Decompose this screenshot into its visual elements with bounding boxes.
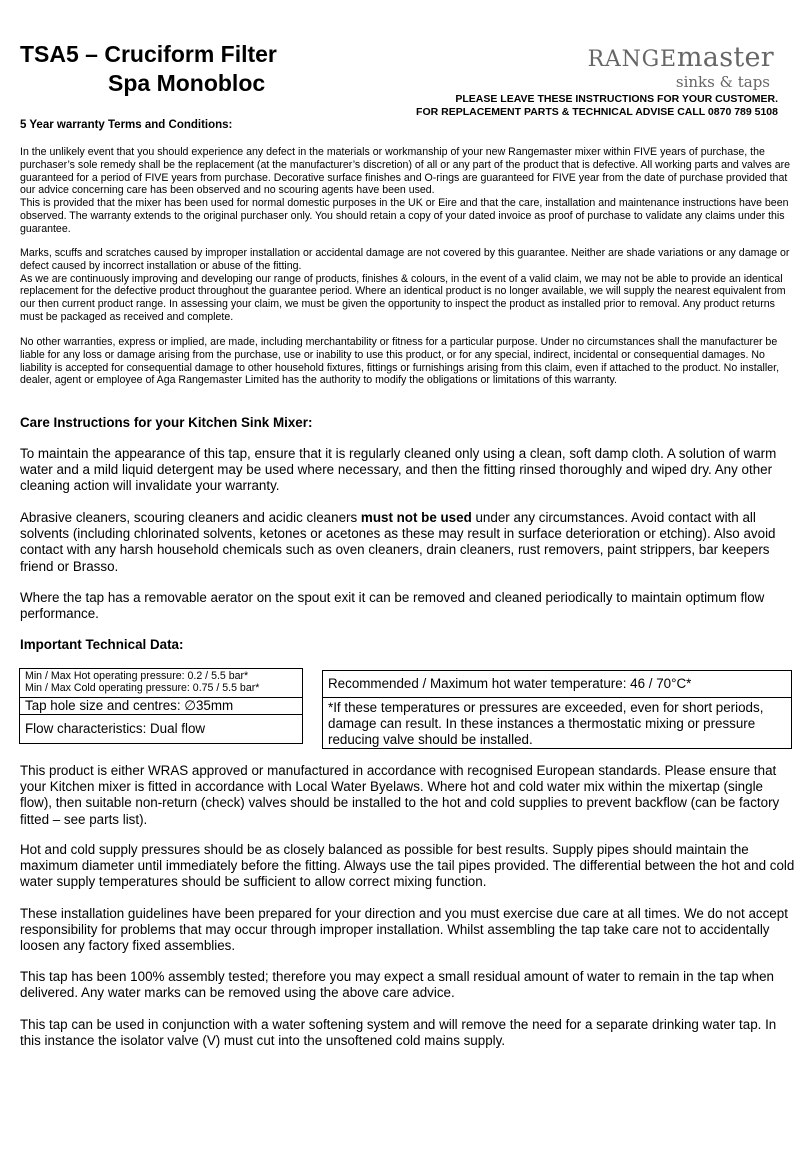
info-paragraph-2: Hot and cold supply pressures should be as closely balanced as possible for best results. Supply pipes should maintain the maximum diameter until immediately before the fitting. Always use the tail pipes provided. The differential between the hot and cold water supply temperatures should be sufficient to allow correct mixing function. [20,842,795,890]
warranty-text: Marks, scuffs and scratches caused by improper installation or accidental damage are not covered by this guarantee. Neither are shade variations or any damage or defect caused by incorrect installation or abuse of the fitting. [20,247,790,272]
temperature-cell: Recommended / Maximum hot water temperature: 46 / 70°C* [323,671,792,698]
hot-pressure: Min / Max Hot operating pressure: 0.2 / 5.5 bar* [25,670,249,683]
pressure-cell [20,669,303,698]
warranty-text: As we are continuously improving and developing our range of products, finishes & colours, in the event of a valid claim, we may not be able to provide an identical replacement for the defective product throughout the guarantee period. Where an identical product is no longer available, we will supply the nearest equivalent from our then current product range. In assessing your claim, we must be given the opportunity to inspect the product as installed prior to removal. Any product returns must be packaged as received and complete. [20,272,786,323]
technical-table-left [19,668,303,744]
warranty-heading: 5 Year warranty Terms and Conditions: [20,119,233,131]
logo-wordmark: RANGEmaster [587,42,774,73]
care-heading: Care Instructions for your Kitchen Sink Mixer: [20,415,313,430]
notice-line-2: FOR REPLACEMENT PARTS & TECHNICAL ADVISE CALL 0870 789 5108 [416,106,778,118]
cold-pressure: Min / Max Cold operating pressure: 0.75 / 5.5 bar* [25,682,260,694]
warranty-text: In the unlikely event that you should experience any defect in the materials or workmanship of your new Rangemaster mixer within FIVE years of purchase, the purchaser’s sole remedy shall be the replacement (at the manufacturer’s discretion) of all or any part of the product that is defective. All working parts and valves are guaranteed for a period of FIVE years from purchase. Decorative surface finishes and O-rings are guaranteed for FIVE year from the date of purchase provided that our advice concerning care has been observed and no scouring agents have been used. [20,146,791,197]
info-paragraph-4: This tap has been 100% assembly tested; therefore you may expect a small residual amount of water to remain in the tap when delivered. Any water marks can be removed using the above care advice. [20,969,775,1001]
info-paragraph-5: This tap can be used in conjunction with a water softening system and will remove the need for a separate drinking water tap. In this instance the isolator valve (V) must cut into the unsoftened cold mains supply. [20,1017,777,1049]
flow-cell: Flow characteristics: Dual flow [20,715,303,744]
notice-line-1: PLEASE LEAVE THESE INSTRUCTIONS FOR YOUR CUSTOMER. [455,93,778,105]
warranty-paragraph-1 [20,146,792,236]
rangemaster-logo [578,44,774,90]
must-not-be-used-emphasis: must not be used [360,510,472,525]
technical-table-right [322,670,792,749]
customer-notice [416,93,778,119]
temperature-note-cell: *If these temperatures or pressures are exceeded, even for short periods, damage can result. In these instances a thermostatic mixing or pressure reducing valve should be installed. [323,698,792,749]
title-line-1: TSA5 – Cruciform Filter [20,41,277,67]
warranty-text: This is provided that the mixer has been used for normal domestic purposes in the UK or Eire and that the care, installation and maintenance instructions have been observed. The warranty extends to the original purchaser only. You should retain a copy of your dated invoice as proof of purchase to validate any claims under this guarantee. [20,197,789,235]
info-paragraph-3: These installation guidelines have been prepared for your direction and you must exercise due care at all times. We do not accept responsibility for problems that may occur through improper installation. Whilst assembling the tap take care not to accidentally loosen any factory fixed assemblies. [20,906,788,954]
info-paragraph-1: This product is either WRAS approved or manufactured in accordance with recognised European standards. Please ensure that your Kitchen mixer is fitted in accordance with Local Water Byelaws. Where hot and cold water mix within the mixertap (single flow), then suitable non-return (check) valves should be installed to the hot and cold supplies to prevent backflow (can be factory fitted – see parts list). [20,763,780,827]
tap-hole-cell: Tap hole size and centres: ∅35mm [20,698,303,715]
care-paragraph-2: Abrasive cleaners, scouring cleaners and acidic cleaners must not be used under any circumstances. Avoid contact with all solvents (including chlorinated solvents, ketones or acetones as these may result in surface deterioration or etching). Also avoid contact with any harsh household chemicals such as oven cleaners, drain cleaners, rust removers, paint strippers, bar keepers friend or Brasso. [20,510,776,574]
care-paragraph-1: To maintain the appearance of this tap, ensure that it is regularly cleaned only using a clean, soft damp cloth. A solution of warm water and a mild liquid detergent may be used where necessary, and then the fitting rinsed thoroughly and wiped dry. Any other cleaning action will invalidate your warranty. [20,446,777,494]
warranty-paragraph-3: No other warranties, express or implied, are made, including merchantability or fitness for a particular purpose. Under no circumstances shall the manufacturer be liable for any loss or damage arising from the purchase, use or inability to use this product, or for any special, indirect, incidental or consequential damages. No liability is accepted for consequential damage to other household fixtures, fittings or furnishings arising from this claim, even if attached to the product. No installer, dealer, agent or employee of Aga Rangemaster Limited has the authority to modify the obligations or limitations of this warranty. [20,336,780,387]
logo-tagline: sinks & taps [675,73,770,91]
care-paragraph-3: Where the tap has a removable aerator on the spout exit it can be removed and cleaned periodically to maintain optimum flow performance. [20,590,765,622]
page-title [20,40,277,98]
technical-heading: Important Technical Data: [20,637,184,652]
title-line-2: Spa Monobloc [108,70,266,96]
warranty-paragraph-2 [20,247,792,324]
